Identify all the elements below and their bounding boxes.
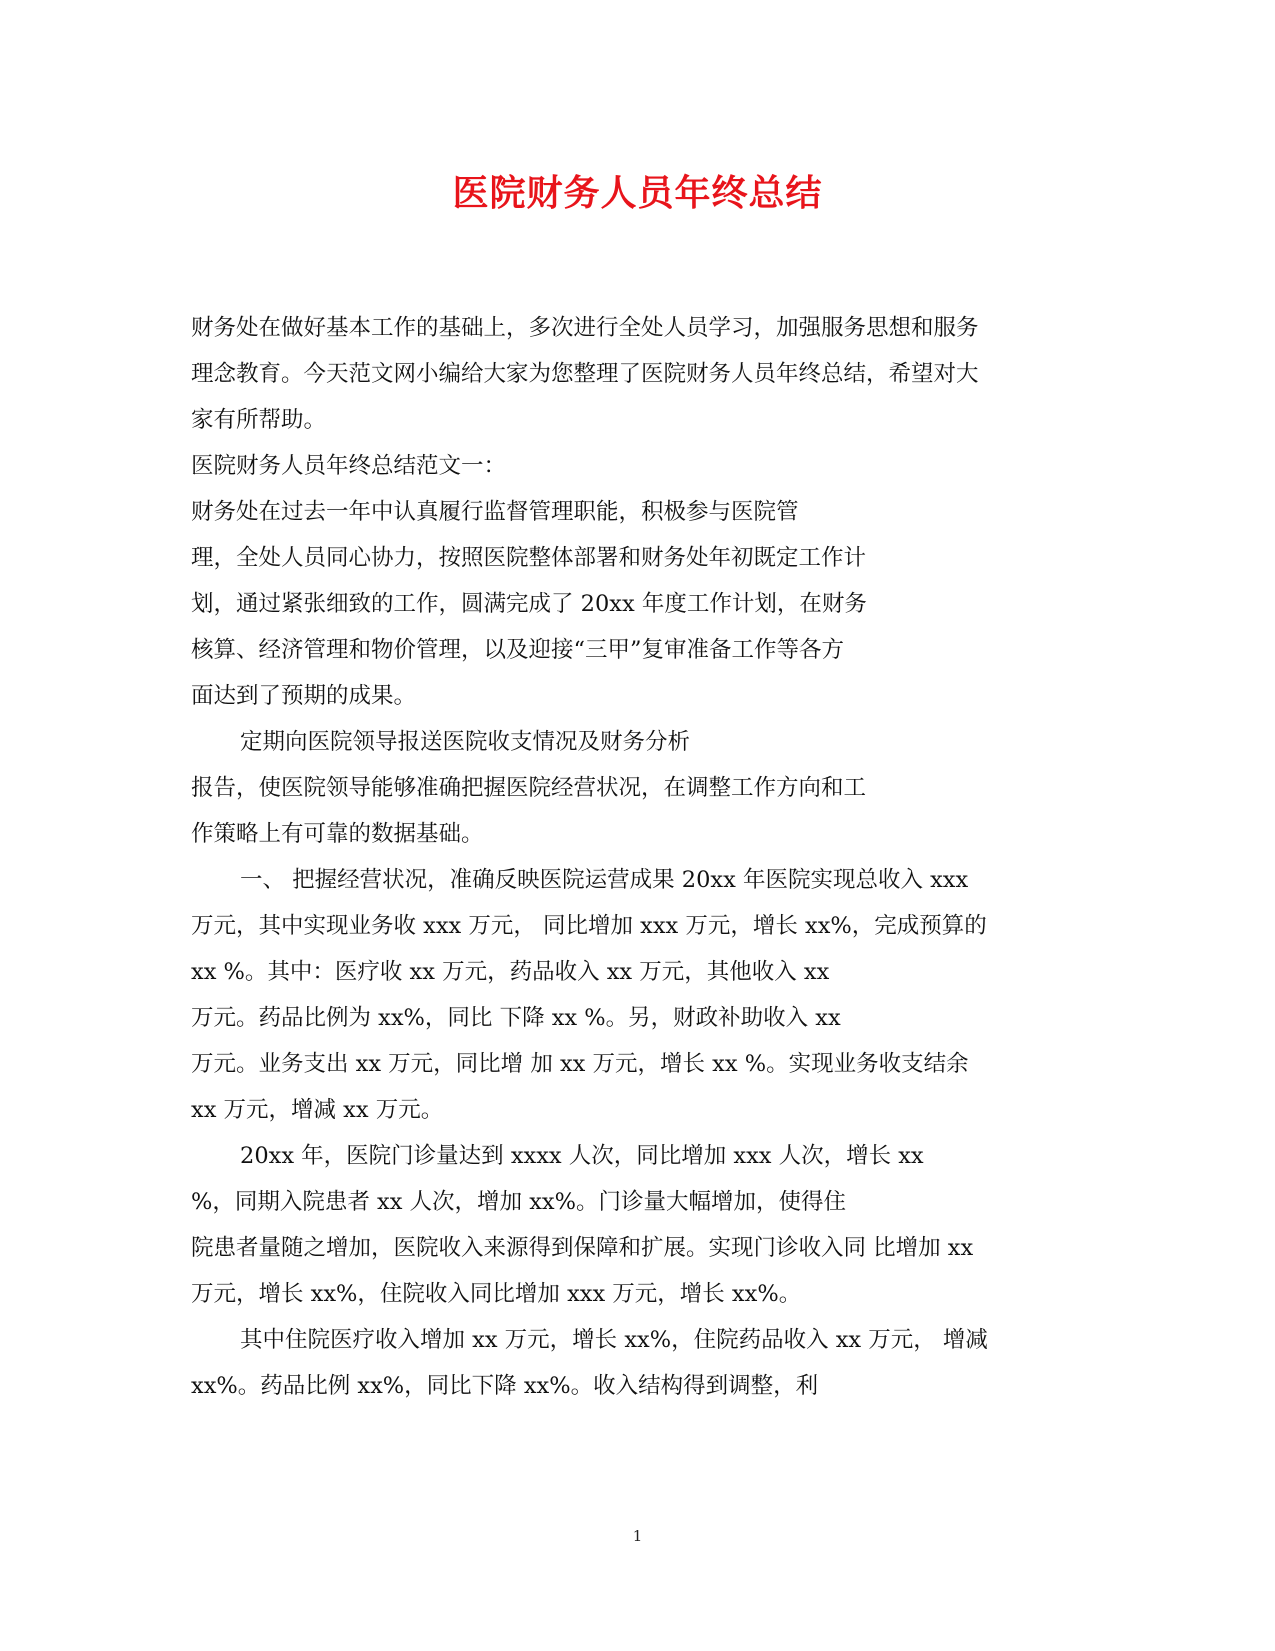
paragraph-line: 理念教育。今天范文网小编给大家为您整理了医院财务人员年终总结，希望对大: [191, 361, 979, 387]
paragraph-line: 划，通过紧张细致的工作，圆满完成了 20xx 年度工作计划，在财务: [191, 591, 867, 617]
paragraph-line: 院患者量随之增加，医院收入来源得到保障和扩展。实现门诊收入同 比增加 xx: [191, 1235, 974, 1261]
paragraph-line: 理，全处人员同心协力，按照医院整体部署和财务处年初既定工作计: [191, 545, 867, 571]
document-title: 医院财务人员年终总结: [452, 172, 823, 214]
paragraph-line: xx 万元，增减 xx 万元。: [191, 1097, 444, 1123]
paragraph-line: 财务处在过去一年中认真履行监督管理职能，积极参与医院管: [191, 499, 799, 525]
paragraph-line: 作策略上有可靠的数据基础。: [191, 821, 484, 847]
paragraph-line: 核算、经济管理和物价管理，以及迎接“三甲”复审准备工作等各方: [191, 637, 845, 663]
paragraph-line: xx %。其中：医疗收 xx 万元，药品收入 xx 万元，其他收入 xx: [191, 959, 830, 985]
paragraph-line: 报告，使医院领导能够准确把握医院经营状况，在调整工作方向和工: [191, 775, 867, 801]
paragraph-line: 家有所帮助。: [191, 407, 327, 433]
page-number: 1: [632, 1527, 643, 1545]
section-heading: 医院财务人员年终总结范文一：: [191, 453, 507, 479]
paragraph-line: %，同期入院患者 xx 人次，增加 xx%。门诊量大幅增加，使得住: [191, 1189, 846, 1215]
paragraph-line: 万元，增长 xx%，住院收入同比增加 xxx 万元，增长 xx%。: [191, 1281, 802, 1307]
paragraph-line: 财务处在做好基本工作的基础上，多次进行全处人员学习，加强服务思想和服务: [191, 315, 979, 341]
paragraph-line: 万元，其中实现业务收 xxx 万元， 同比增加 xxx 万元，增长 xx%，完成预算的: [191, 913, 987, 939]
paragraph-line: 20xx 年，医院门诊量达到 xxxx 人次，同比增加 xxx 人次，增长 xx: [240, 1143, 924, 1169]
paragraph-line: 其中住院医疗收入增加 xx 万元，增长 xx%，住院药品收入 xx 万元， 增减: [240, 1327, 988, 1353]
paragraph-line: 万元。药品比例为 xx%，同比 下降 xx %。另，财政补助收入 xx: [191, 1005, 841, 1031]
paragraph-line: 面达到了预期的成果。: [191, 683, 417, 709]
paragraph-line: 万元。业务支出 xx 万元，同比增 加 xx 万元，增长 xx %。实现业务收支结余: [191, 1051, 969, 1077]
paragraph-line: xx%。药品比例 xx%，同比下降 xx%。收入结构得到调整，利: [191, 1373, 819, 1399]
paragraph-line: 定期向医院领导报送医院收支情况及财务分析: [240, 729, 691, 755]
paragraph-line: 一、 把握经营状况，准确反映医院运营成果 20xx 年医院实现总收入 xxx: [240, 867, 969, 893]
